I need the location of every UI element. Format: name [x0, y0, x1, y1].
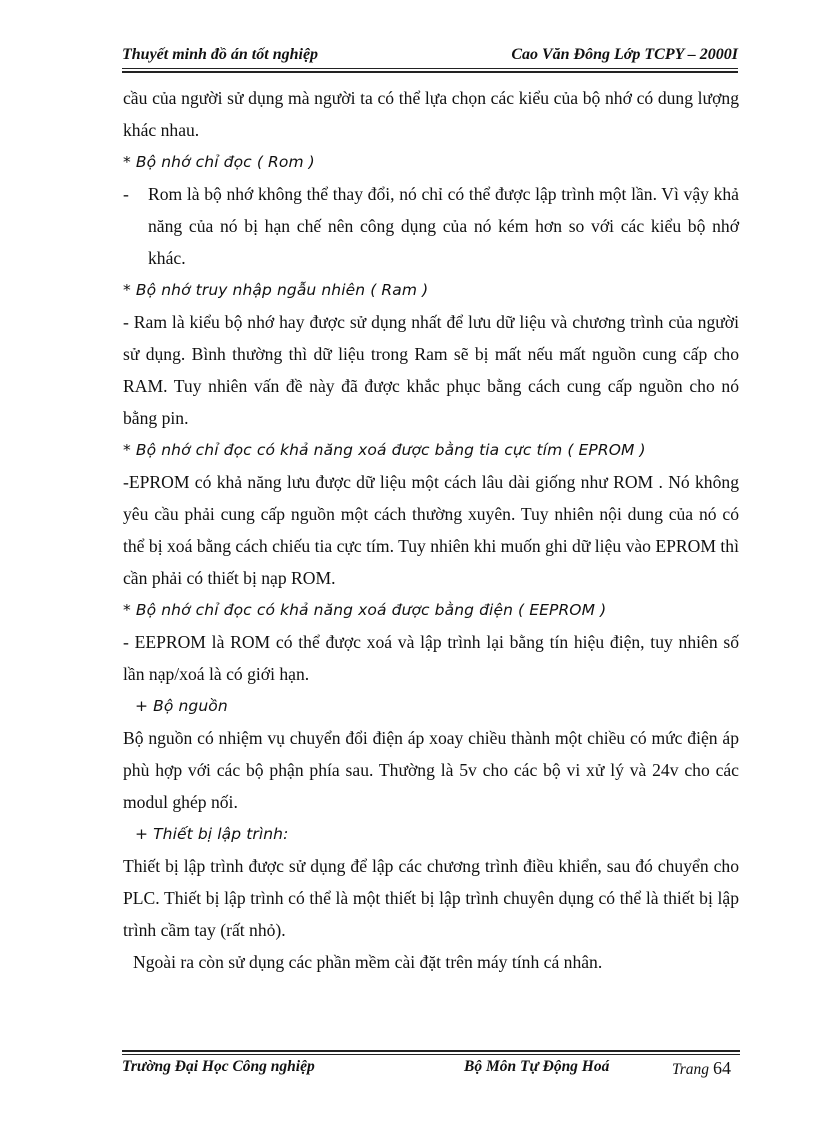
paragraph-programming-device: Thiết bị lập trình được sử dụng để lập các chương trình điều khiển, sau đó chuyển cho PLC. Thiết bị lập trình có thể là một thiết bị lập trình chuyên dụng có thể là thiết bị lập trình cầm tay (rất nhỏ).	[123, 856, 739, 940]
paragraph-rom: Rom là bộ nhớ không thể thay đổi, nó chỉ có thể được lập trình một lần. Vì vậy khả năng của nó bị hạn chế nên công dụng của nó kém hơn so với các kiểu bộ nhớ khác.	[148, 184, 739, 268]
bullet-dash: -	[123, 184, 129, 204]
heading-programming-device: + Thiết bị lập trình:	[135, 825, 289, 843]
bullet-rom	[123, 178, 739, 274]
heading-rom: * Bộ nhớ chỉ đọc ( Rom )	[123, 153, 315, 171]
heading-ram: * Bộ nhớ truy nhập ngẫu nhiên ( Ram )	[123, 281, 429, 299]
footer-department: Bộ Môn Tự Động Hoá	[464, 1058, 610, 1075]
heading-power-supply: + Bộ nguồn	[135, 697, 228, 715]
footer-rule	[122, 1054, 740, 1055]
page-header	[122, 46, 738, 72]
paragraph-eprom: -EPROM có khả năng lưu được dữ liệu một cách lâu dài giống như ROM . Nó không yêu cầu phải cung cấp nguồn một cách thường xuyên. Tuy nhiên nội dung của nó có thể bị xoá bằng cách chiếu tia cực tím. Tuy nhiên khi muốn ghi dữ liệu vào EPROM thì cần phải có thiết bị nạp ROM.	[123, 472, 739, 588]
heading-eprom: * Bộ nhớ chỉ đọc có khả năng xoá được bằng tia cực tím ( EPROM )	[123, 441, 646, 459]
paragraph-intro: cầu của người sử dụng mà người ta có thể lựa chọn các kiểu của bộ nhớ có dung lượng khác nhau.	[123, 88, 739, 140]
header-thesis-title: Thuyết minh đồ án tốt nghiệp	[122, 46, 319, 63]
header-rule	[122, 68, 738, 69]
header-rule-thick	[122, 71, 738, 73]
footer-page	[672, 1058, 731, 1079]
footer-rule-thick	[122, 1050, 740, 1052]
footer-page-number: 64	[712, 1058, 731, 1078]
paragraph-software: Ngoài ra còn sử dụng các phần mềm cài đặt trên máy tính cá nhân.	[133, 952, 603, 972]
page-footer	[122, 1050, 740, 1080]
paragraph-eeprom: - EEPROM là ROM có thể được xoá và lập trình lại bằng tín hiệu điện, tuy nhiên số lần nạp/xoá là có giới hạn.	[123, 632, 739, 684]
paragraph-ram: - Ram là kiểu bộ nhớ hay được sử dụng nhất để lưu dữ liệu và chương trình của người sử dụng. Bình thường thì dữ liệu trong Ram sẽ bị mất nếu mất nguồn cung cấp cho RAM. Tuy nhiên vấn đề này đã được khắc phục bằng cách cung cấp nguồn cho nó bằng pin.	[123, 312, 739, 428]
paragraph-power-supply: Bộ nguồn có nhiệm vụ chuyển đổi điện áp xoay chiều thành một chiều có mức điện áp phù hợp với các bộ phận phía sau. Thường là 5v cho các bộ vi xử lý và 24v cho các modul ghép nối.	[123, 728, 739, 812]
footer-university: Trường Đại Học Công nghiệp	[122, 1058, 315, 1075]
heading-eeprom: * Bộ nhớ chỉ đọc có khả năng xoá được bằng điện ( EEPROM )	[123, 601, 607, 619]
page-body	[123, 82, 739, 978]
header-author-class: Cao Văn Đông Lớp TCPY – 2000I	[511, 46, 738, 63]
footer-page-label: Trang	[672, 1061, 710, 1078]
